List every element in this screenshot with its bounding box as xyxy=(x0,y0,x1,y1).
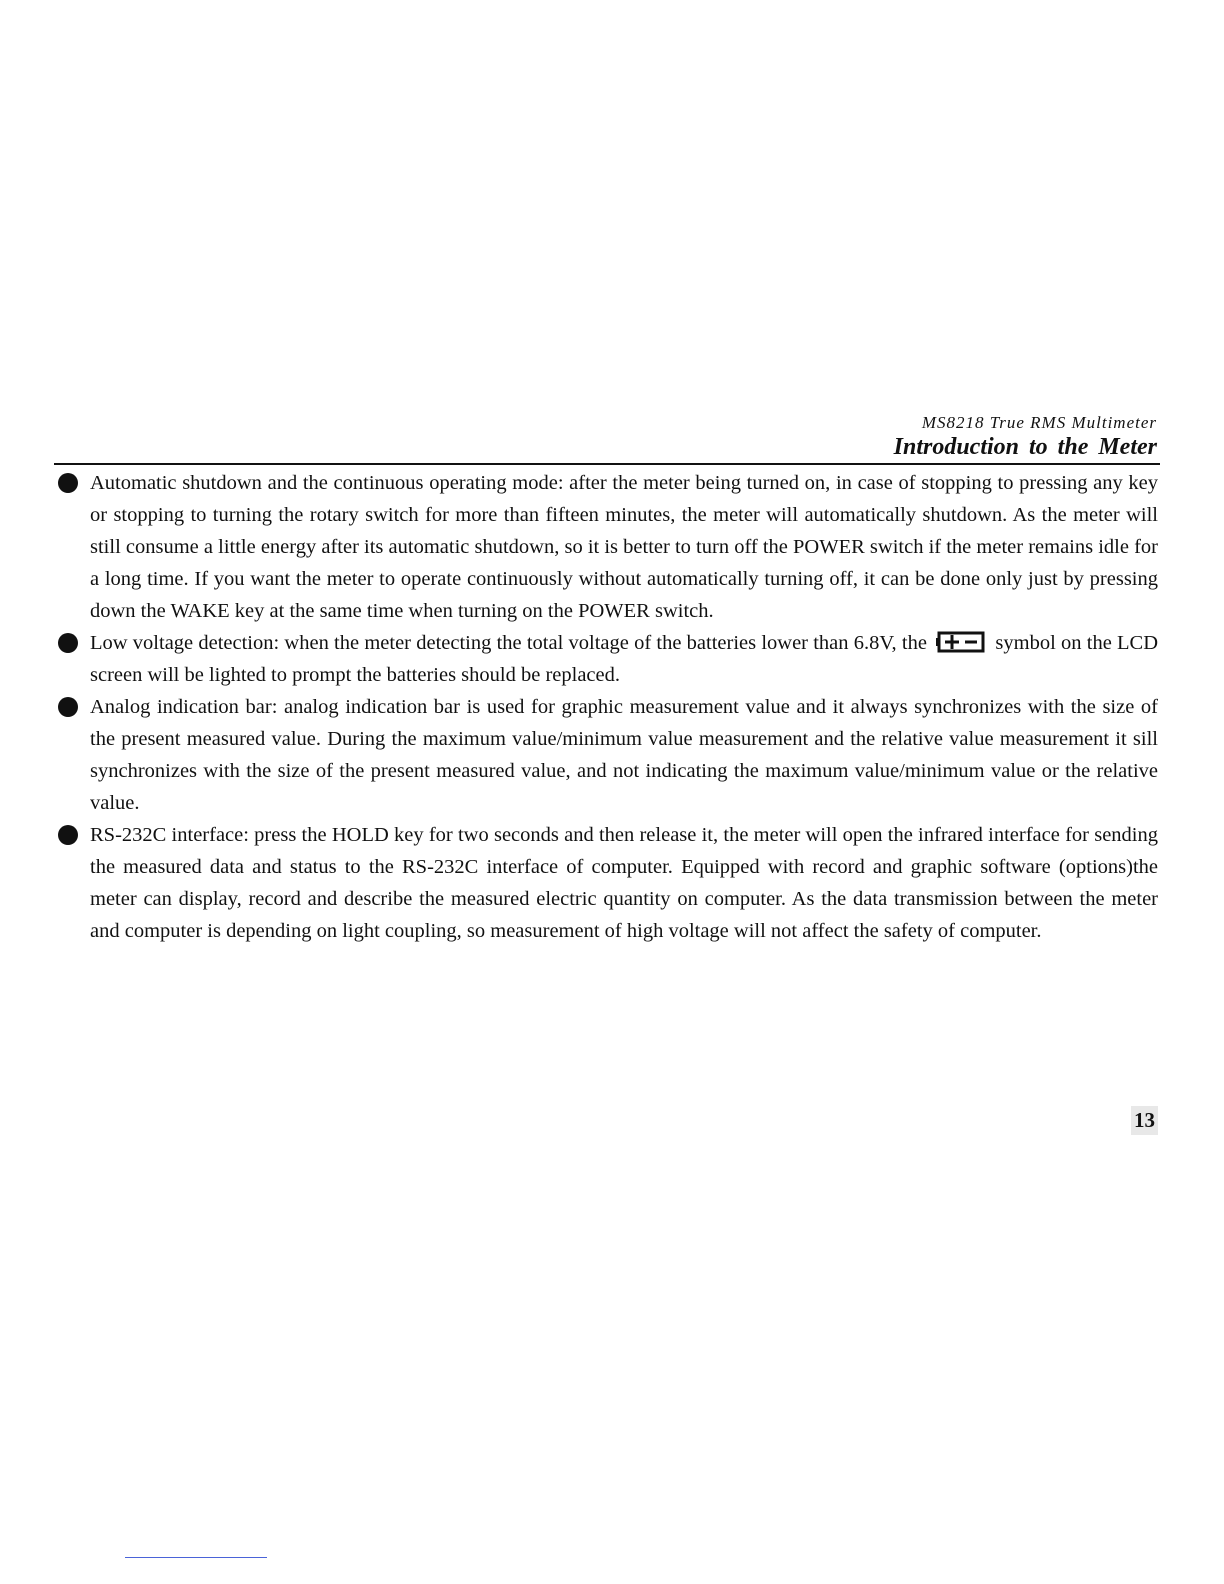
header-section-title: Introduction to the Meter xyxy=(893,434,1157,460)
bullet-icon xyxy=(58,473,78,493)
item-text: Analog indication bar: analog indication bar is used for graphic measurement value and it always synchronizes with the size of the present measured value. During the maximum value/minimum value measurement and the relative value measurement it sill synchronizes with the size of the present measured value, and not indicating the maximum value/minimum value or the relative value. xyxy=(90,696,1158,814)
item-text: Low voltage detection: when the meter detecting the total voltage of the batteries lower than 6.8V, the xyxy=(90,632,927,654)
bullet-icon xyxy=(58,825,78,845)
header-model: MS8218 True RMS Multimeter xyxy=(921,413,1157,432)
bullet-icon xyxy=(58,697,78,717)
list-item xyxy=(58,691,1158,819)
bullet-icon xyxy=(58,633,78,653)
list-item xyxy=(58,627,1158,691)
item-text: symbol on the LCD screen will be lighted to prompt the batteries should be replaced. xyxy=(90,632,1159,686)
header-rule xyxy=(54,463,1160,465)
page-number: 13 xyxy=(1131,1106,1158,1135)
list-item xyxy=(58,467,1158,627)
list-item xyxy=(58,819,1158,947)
battery-icon xyxy=(936,631,986,653)
item-text: Automatic shutdown and the continuous operating mode: after the meter being turned on, in case of stopping to pressing any key or stopping to turning the rotary switch for more than fifteen minutes, the meter will automatically shutdown. As the meter will still consume a little energy after its automatic shutdown, so it is better to turn off the POWER switch if the meter remains idle for a long time. If you want the meter to operate continuously without automatically turning off, it can be done only just by pressing down the WAKE key at the same time when turning on the POWER switch. xyxy=(90,472,1158,622)
content xyxy=(58,467,1158,947)
item-text: RS-232C interface: press the HOLD key for two seconds and then release it, the meter will open the infrared interface for sending the measured data and status to the RS-232C interface of computer. Equipped with record and graphic software (options)the meter can display, record and describe the measured electric quantity on computer. As the data transmission between the meter and computer is depending on light coupling, so measurement of high voltage will not affect the safety of computer. xyxy=(90,824,1158,942)
footer-link-underline xyxy=(125,1557,267,1558)
